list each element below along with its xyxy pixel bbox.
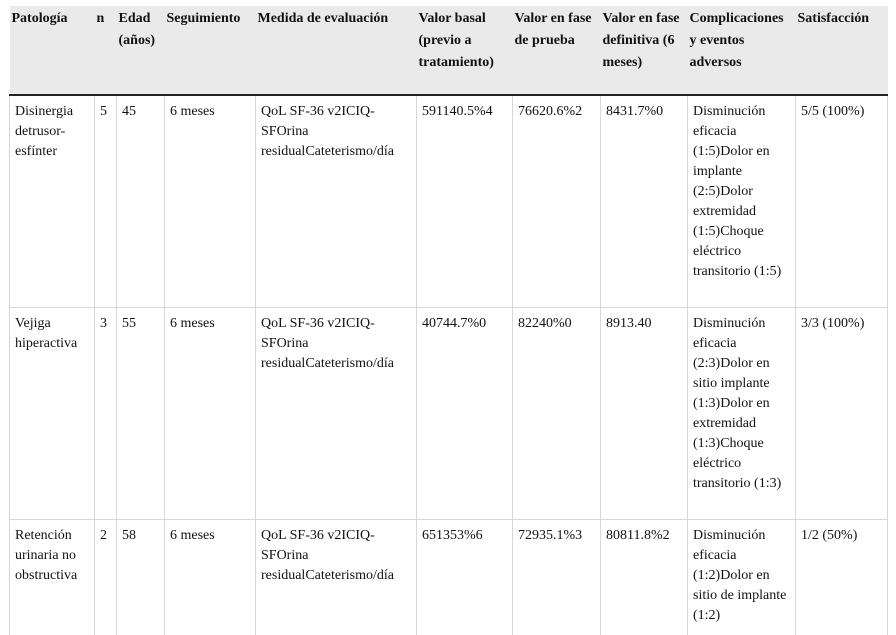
results-table bbox=[9, 6, 888, 635]
header-seguimiento: Seguimiento bbox=[165, 6, 256, 95]
header-valor-basal: Valor basal (previo a tratamiento) bbox=[417, 6, 513, 95]
header-valor-prueba: Valor en fase de prueba bbox=[513, 6, 601, 95]
cell-complicaciones: Disminución eficacia (1:5)Dolor en implante (2:5)Dolor extremidad (1:5)Choque eléctrico transitorio (1:5) bbox=[688, 95, 796, 308]
header-n: n bbox=[95, 6, 117, 95]
cell-seguimiento: 6 meses bbox=[165, 520, 256, 635]
cell-valor-definitiva: 8913.40 bbox=[601, 308, 688, 520]
header-edad: Edad (años) bbox=[117, 6, 165, 95]
cell-medida: QoL SF-36 v2ICIQ-SFOrina residualCateterismo/día bbox=[256, 95, 417, 308]
cell-seguimiento: 6 meses bbox=[165, 95, 256, 308]
cell-valor-basal: 651353%6 bbox=[417, 520, 513, 635]
cell-edad: 58 bbox=[117, 520, 165, 635]
cell-valor-prueba: 82240%0 bbox=[513, 308, 601, 520]
cell-valor-prueba: 72935.1%3 bbox=[513, 520, 601, 635]
cell-valor-prueba: 76620.6%2 bbox=[513, 95, 601, 308]
cell-satisfaccion: 3/3 (100%) bbox=[796, 308, 888, 520]
cell-n: 2 bbox=[95, 520, 117, 635]
cell-valor-basal: 591140.5%4 bbox=[417, 95, 513, 308]
cell-medida: QoL SF-36 v2ICIQ-SFOrina residualCateterismo/día bbox=[256, 520, 417, 635]
cell-valor-definitiva: 8431.7%0 bbox=[601, 95, 688, 308]
cell-edad: 55 bbox=[117, 308, 165, 520]
cell-patologia: Retención urinaria no obstructiva bbox=[10, 520, 95, 635]
table-row bbox=[10, 520, 888, 635]
cell-complicaciones: Disminución eficacia (1:2)Dolor en sitio de implante (1:2) bbox=[688, 520, 796, 635]
cell-valor-definitiva: 80811.8%2 bbox=[601, 520, 688, 635]
table-row bbox=[10, 95, 888, 308]
table-header bbox=[10, 6, 888, 95]
cell-n: 5 bbox=[95, 95, 117, 308]
cell-complicaciones: Disminución eficacia (2:3)Dolor en sitio implante (1:3)Dolor en extremidad (1:3)Choque eléctrico transitorio (1:3) bbox=[688, 308, 796, 520]
cell-satisfaccion: 5/5 (100%) bbox=[796, 95, 888, 308]
header-row bbox=[10, 6, 888, 95]
table-body bbox=[10, 95, 888, 635]
cell-valor-basal: 40744.7%0 bbox=[417, 308, 513, 520]
cell-medida: QoL SF-36 v2ICIQ-SFOrina residualCateterismo/día bbox=[256, 308, 417, 520]
cell-edad: 45 bbox=[117, 95, 165, 308]
header-medida: Medida de evaluación bbox=[256, 6, 417, 95]
cell-seguimiento: 6 meses bbox=[165, 308, 256, 520]
header-complicaciones: Complicaciones y eventos adversos bbox=[688, 6, 796, 95]
cell-satisfaccion: 1/2 (50%) bbox=[796, 520, 888, 635]
header-valor-definitiva: Valor en fase definitiva (6 meses) bbox=[601, 6, 688, 95]
cell-patologia: Vejiga hiperactiva bbox=[10, 308, 95, 520]
header-patologia: Patología bbox=[10, 6, 95, 95]
header-satisfaccion: Satisfacción bbox=[796, 6, 888, 95]
cell-patologia: Disinergia detrusor-esfínter bbox=[10, 95, 95, 308]
table-row bbox=[10, 308, 888, 520]
cell-n: 3 bbox=[95, 308, 117, 520]
